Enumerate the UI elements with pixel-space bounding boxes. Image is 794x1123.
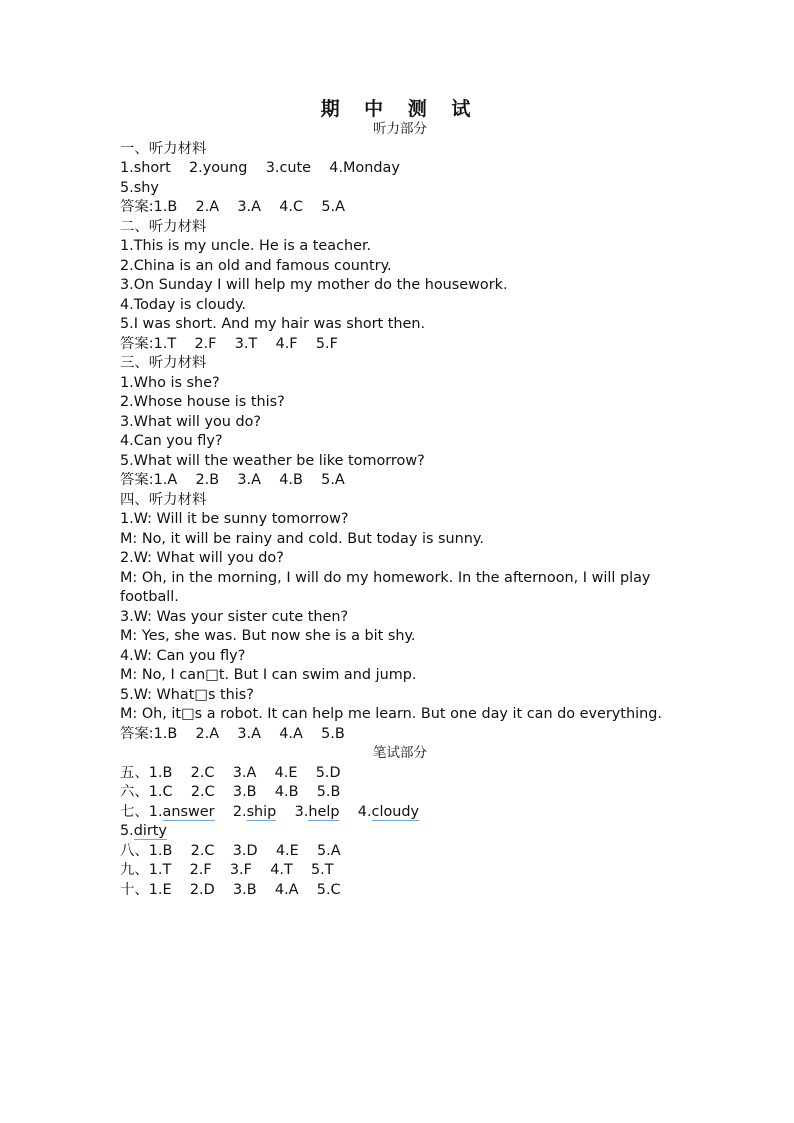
part7-answers-cont bbox=[120, 822, 680, 842]
part4-line: 4.W: Can you fly? bbox=[120, 647, 246, 664]
listening-heading: 听力部分 bbox=[373, 121, 427, 137]
part6-answers: 六、1.C 2.C 3.B 4.B 5.B bbox=[120, 784, 341, 800]
part2-line: 2.China is an old and famous country. bbox=[120, 257, 392, 274]
part1-line: 5.shy bbox=[120, 179, 159, 196]
part4-line: 1.W: Will it be sunny tomorrow? bbox=[120, 511, 349, 527]
part5-answers: 五、1.B 2.C 3.A 4.E 5.D bbox=[120, 764, 341, 781]
part2-line: 3.On Sunday I will help my mother do the housework. bbox=[120, 277, 508, 293]
part7-word: ship bbox=[246, 803, 277, 820]
part3-answer: 答案:1.A 2.B 3.A 4.B 5.A bbox=[120, 472, 345, 488]
part4-line: 3.W: Was your sister cute then? bbox=[120, 608, 349, 625]
part7-num: 2. bbox=[232, 803, 247, 820]
part4-line: M: Oh, it□s a robot. It can help me learn. But one day it can do everything. bbox=[120, 706, 662, 722]
part4-line: M: Oh, in the morning, I will do my homework. In the afternoon, I will play football. bbox=[120, 569, 651, 605]
part2-line: 1.This is my uncle. He is a teacher. bbox=[120, 238, 372, 254]
part7-word: answer bbox=[162, 803, 215, 820]
part2-label: 二、听力材料 bbox=[120, 218, 207, 235]
part7-num: 3. bbox=[294, 803, 309, 820]
part4-line: M: Yes, she was. But now she is a bit shy. bbox=[120, 628, 416, 644]
part4-line: 2.W: What will you do? bbox=[120, 550, 284, 566]
part3-line: 5.What will the weather be like tomorrow? bbox=[120, 452, 425, 469]
part8-answers: 八、1.B 2.C 3.D 4.E 5.A bbox=[120, 842, 341, 859]
part7-word: help bbox=[308, 803, 340, 820]
part3-label: 三、听力材料 bbox=[120, 355, 207, 371]
part7-prefix: 七、 bbox=[120, 803, 149, 820]
part7-num: 5. bbox=[120, 823, 134, 839]
page-title: 期 中 测 试 bbox=[320, 98, 480, 120]
part2-line: 5.I was short. And my hair was short then. bbox=[120, 316, 426, 332]
part4-answer: 答案:1.B 2.A 3.A 4.A 5.B bbox=[120, 725, 345, 742]
part1-label: 一、听力材料 bbox=[120, 140, 207, 157]
part3-line: 1.Who is she? bbox=[120, 374, 220, 391]
part2-line: 4.Today is cloudy. bbox=[120, 296, 246, 313]
part7-word: cloudy bbox=[371, 803, 420, 820]
written-heading: 笔试部分 bbox=[373, 745, 427, 761]
part4-line: M: No, it will be rainy and cold. But today is sunny. bbox=[120, 530, 484, 547]
part4-line: 5.W: What□s this? bbox=[120, 686, 254, 703]
part7-answers bbox=[120, 803, 680, 823]
part3-line: 3.What will you do? bbox=[120, 413, 262, 430]
part3-line: 4.Can you fly? bbox=[120, 433, 223, 449]
part4-label: 四、听力材料 bbox=[120, 491, 207, 508]
part7-num: 4. bbox=[357, 803, 372, 820]
part1-line: 1.short 2.young 3.cute 4.Monday bbox=[120, 160, 400, 176]
part7-word: dirty bbox=[133, 823, 167, 839]
part9-answers: 九、1.T 2.F 3.F 4.T 5.T bbox=[120, 862, 334, 878]
document-page bbox=[120, 96, 680, 900]
part2-answer: 答案:1.T 2.F 3.T 4.F 5.F bbox=[120, 335, 338, 352]
part10-answers: 十、1.E 2.D 3.B 4.A 5.C bbox=[120, 881, 341, 898]
part3-line: 2.Whose house is this? bbox=[120, 394, 285, 410]
part1-answer: 答案:1.B 2.A 3.A 4.C 5.A bbox=[120, 199, 345, 215]
part7-num: 1. bbox=[148, 803, 163, 820]
part4-line: M: No, I can□t. But I can swim and jump. bbox=[120, 667, 417, 683]
